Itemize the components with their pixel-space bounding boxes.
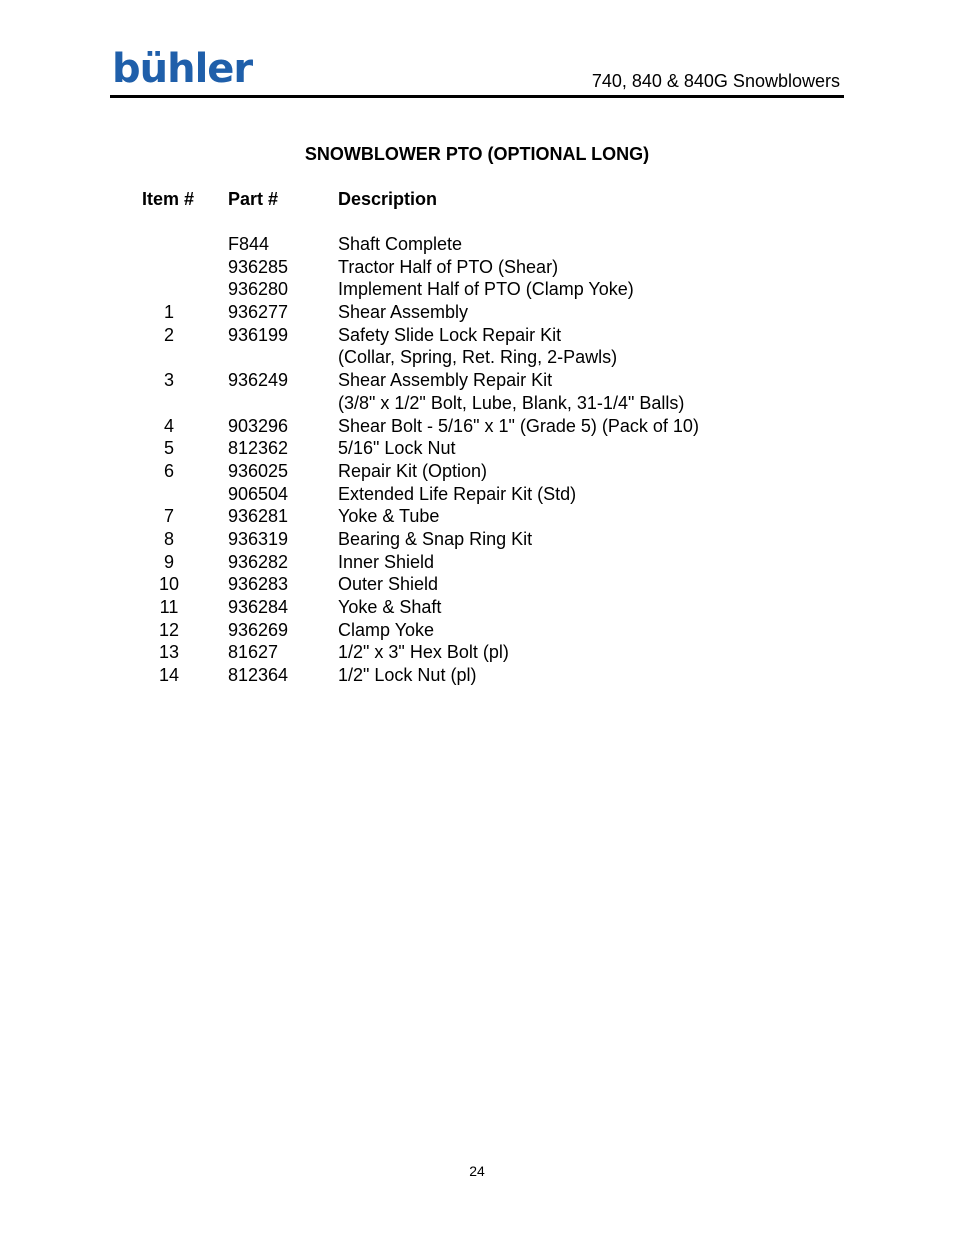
row-item-number: 8 (163, 528, 174, 549)
row-item-number: 9 (163, 551, 174, 572)
table-row (0, 664, 954, 687)
row-description: 5/16" Lock Nut (338, 438, 456, 459)
row-part-number: 812364 (228, 665, 289, 686)
row-part-number: 936280 (228, 279, 289, 300)
header-divider (110, 95, 844, 98)
row-description: Clamp Yoke (338, 619, 435, 640)
row-description: 1/2" x 3" Hex Bolt (pl) (338, 642, 509, 663)
table-row (0, 641, 954, 664)
row-part-number: 81627 (228, 642, 279, 663)
buhler-logo: bühler (112, 46, 253, 92)
row-item-number: 5 (163, 438, 174, 459)
row-description: Shear Assembly Repair Kit (338, 370, 553, 391)
row-part-number: 812362 (228, 438, 289, 459)
row-item-number: 10 (158, 574, 180, 595)
table-row (0, 528, 954, 551)
row-item-number: 14 (158, 665, 180, 686)
row-item-number: 6 (163, 460, 174, 481)
table-row (0, 437, 954, 460)
table-row (0, 460, 954, 483)
row-part-number: 936285 (228, 256, 289, 277)
table-row (0, 233, 954, 256)
row-part-number: 936025 (228, 460, 289, 481)
row-description: Safety Slide Lock Repair Kit (338, 324, 562, 345)
table-row (0, 256, 954, 279)
row-description: Tractor Half of PTO (Shear) (338, 256, 559, 277)
page-number: 24 (469, 1163, 485, 1179)
row-description: (3/8" x 1/2" Bolt, Lube, Blank, 31-1/4" Balls) (338, 392, 685, 413)
row-description: Yoke & Shaft (338, 597, 442, 617)
row-description: 1/2" Lock Nut (pl) (338, 665, 477, 686)
table-row (0, 301, 954, 324)
table-row (0, 346, 954, 369)
row-part-number: 936269 (228, 619, 289, 640)
table-row (0, 369, 954, 392)
table-row (0, 392, 954, 415)
table-row (0, 324, 954, 347)
row-description: (Collar, Spring, Ret. Ring, 2-Pawls) (338, 347, 618, 368)
row-part-number: 936284 (228, 597, 289, 617)
section-title: SNOWBLOWER PTO (OPTIONAL LONG) (304, 144, 650, 164)
row-part-number: 936199 (228, 324, 289, 345)
row-description: Yoke & Tube (338, 506, 440, 527)
table-row (0, 483, 954, 506)
row-description: Repair Kit (Option) (338, 460, 488, 481)
table-row (0, 573, 954, 596)
row-description: Shaft Complete (338, 234, 463, 254)
row-part-number: 936319 (228, 528, 289, 549)
row-part-number: 936249 (228, 370, 289, 391)
table-row (0, 619, 954, 642)
row-part-number: 906504 (228, 483, 289, 504)
table-row (0, 278, 954, 301)
row-item-number: 1 (163, 302, 174, 323)
row-description: Extended Life Repair Kit (Std) (338, 483, 577, 504)
row-description: Bearing & Snap Ring Kit (338, 528, 533, 549)
column-header-description: Description (338, 189, 438, 209)
table-row (0, 596, 954, 619)
row-item-number: 3 (163, 370, 174, 391)
row-item-number: 12 (158, 619, 180, 640)
document-title: 740, 840 & 840G Snowblowers (591, 71, 840, 91)
table-row (0, 551, 954, 574)
row-part-number: 936282 (228, 551, 289, 572)
row-item-number: 11 (159, 597, 179, 617)
row-description: Outer Shield (338, 574, 439, 595)
row-part-number: 903296 (228, 415, 289, 436)
table-row (0, 505, 954, 528)
row-item-number: 7 (163, 506, 174, 527)
column-header-item: Item # (142, 189, 195, 209)
row-description: Implement Half of PTO (Clamp Yoke) (338, 279, 634, 300)
row-item-number: 2 (163, 324, 174, 345)
row-part-number: F844 (228, 234, 270, 254)
row-item-number: 13 (158, 642, 180, 663)
row-description: Inner Shield (338, 551, 435, 572)
row-description: Shear Bolt - 5/16" x 1" (Grade 5) (Pack of 10) (338, 415, 699, 436)
column-header-part: Part # (228, 189, 279, 209)
row-part-number: 936281 (228, 506, 289, 527)
row-part-number: 936283 (228, 574, 289, 595)
row-item-number: 4 (163, 415, 174, 436)
parts-list (0, 233, 954, 687)
row-description: Shear Assembly (338, 302, 469, 323)
table-row (0, 415, 954, 438)
row-part-number: 936277 (228, 302, 289, 323)
